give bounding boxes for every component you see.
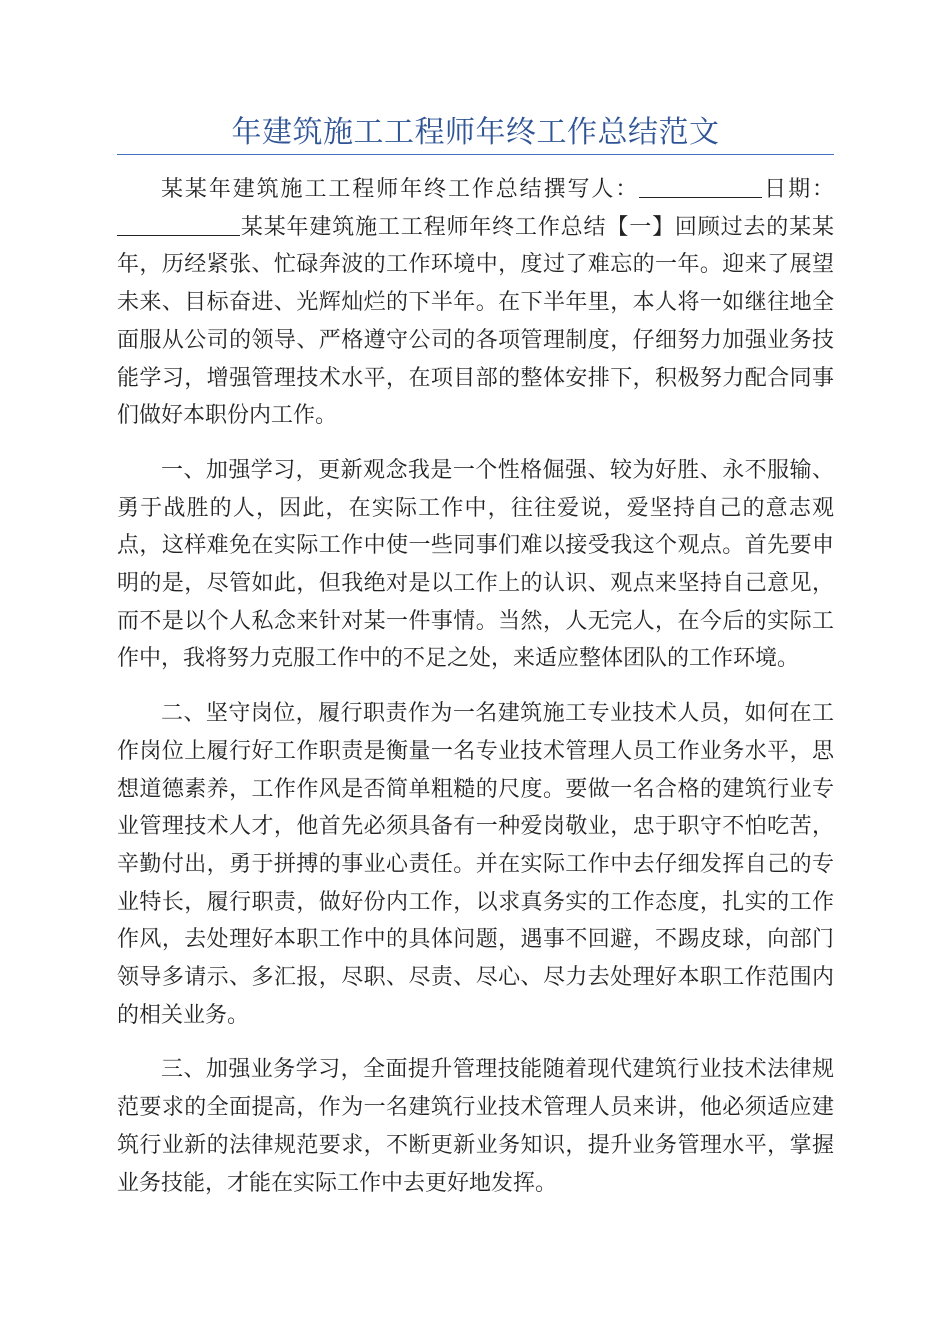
paragraph-section-3: 三、加强业务学习，全面提升管理技能随着现代建筑行业技术法律规范要求的全面提高，作为一名建筑行业技术管理人员来讲，他必须适应建筑行业新的法律规范要求，不断更新业务知识，提升业务管理水平，掌握业务技能，才能在实际工作中去更好地发挥。	[117, 1057, 834, 1196]
document-body	[117, 171, 834, 1202]
intro-text: 某某年建筑施工工程师年终工作总结【一】回顾过去的某某年，历经紧张、忙碌奔波的工作环境中，度过了难忘的一年。迎来了展望未来、目标奋进、光辉灿烂的下半年。在下半年里，本人将一如继往地全面服从公司的领导、严格遵守公司的各项管理制度，仔细努力加强业务技能学习，增强管理技术水平，在项目部的整体安排下，积极努力配合同事们做好本职份内工作。	[117, 214, 834, 429]
date-label: 日期：	[762, 177, 834, 202]
author-blank	[639, 173, 762, 198]
date-blank	[117, 211, 240, 236]
paragraph-section-1: 一、加强学习，更新观念我是一个性格倔强、较为好胜、永不服输、勇于战胜的人，因此，在实际工作中，往往爱说，爱坚持自己的意志观点，这样难免在实际工作中使一些同事们难以接受我这个观点。首先要申明的是，尽管如此，但我绝对是以工作上的认识、观点来坚持自己意见，而不是以个人私念来针对某一件事情。当然，人无完人，在今后的实际工作中，我将努力克服工作中的不足之处，来适应整体团队的工作环境。	[117, 457, 834, 672]
author-label: 某某年建筑施工工程师年终工作总结撰写人：	[161, 177, 640, 202]
paragraph-section-2: 二、坚守岗位，履行职责作为一名建筑施工专业技术人员，如何在工作岗位上履行好工作职责是衡量一名专业技术管理人员工作业务水平，思想道德素养，工作作风是否简单粗糙的尺度。要做一名合格的建筑行业专业管理技术人才，他首先必须具备有一种爱岗敬业，忠于职守不怕吃苦，辛勤付出，勇于拼搏的事业心责任。并在实际工作中去仔细发挥自己的专业特长，履行职责，做好份内工作，以求真务实的工作态度，扎实的工作作风，去处理好本职工作中的具体问题，遇事不回避，不踢皮球，向部门领导多请示、多汇报，尽职、尽责、尽心、尽力去处理好本职工作范围内的相关业务。	[117, 701, 834, 1028]
title-underline	[117, 154, 834, 155]
document-title: 年建筑施工工程师年终工作总结范文	[231, 115, 720, 150]
document-page	[117, 0, 834, 1219]
header-paragraph	[117, 171, 834, 435]
